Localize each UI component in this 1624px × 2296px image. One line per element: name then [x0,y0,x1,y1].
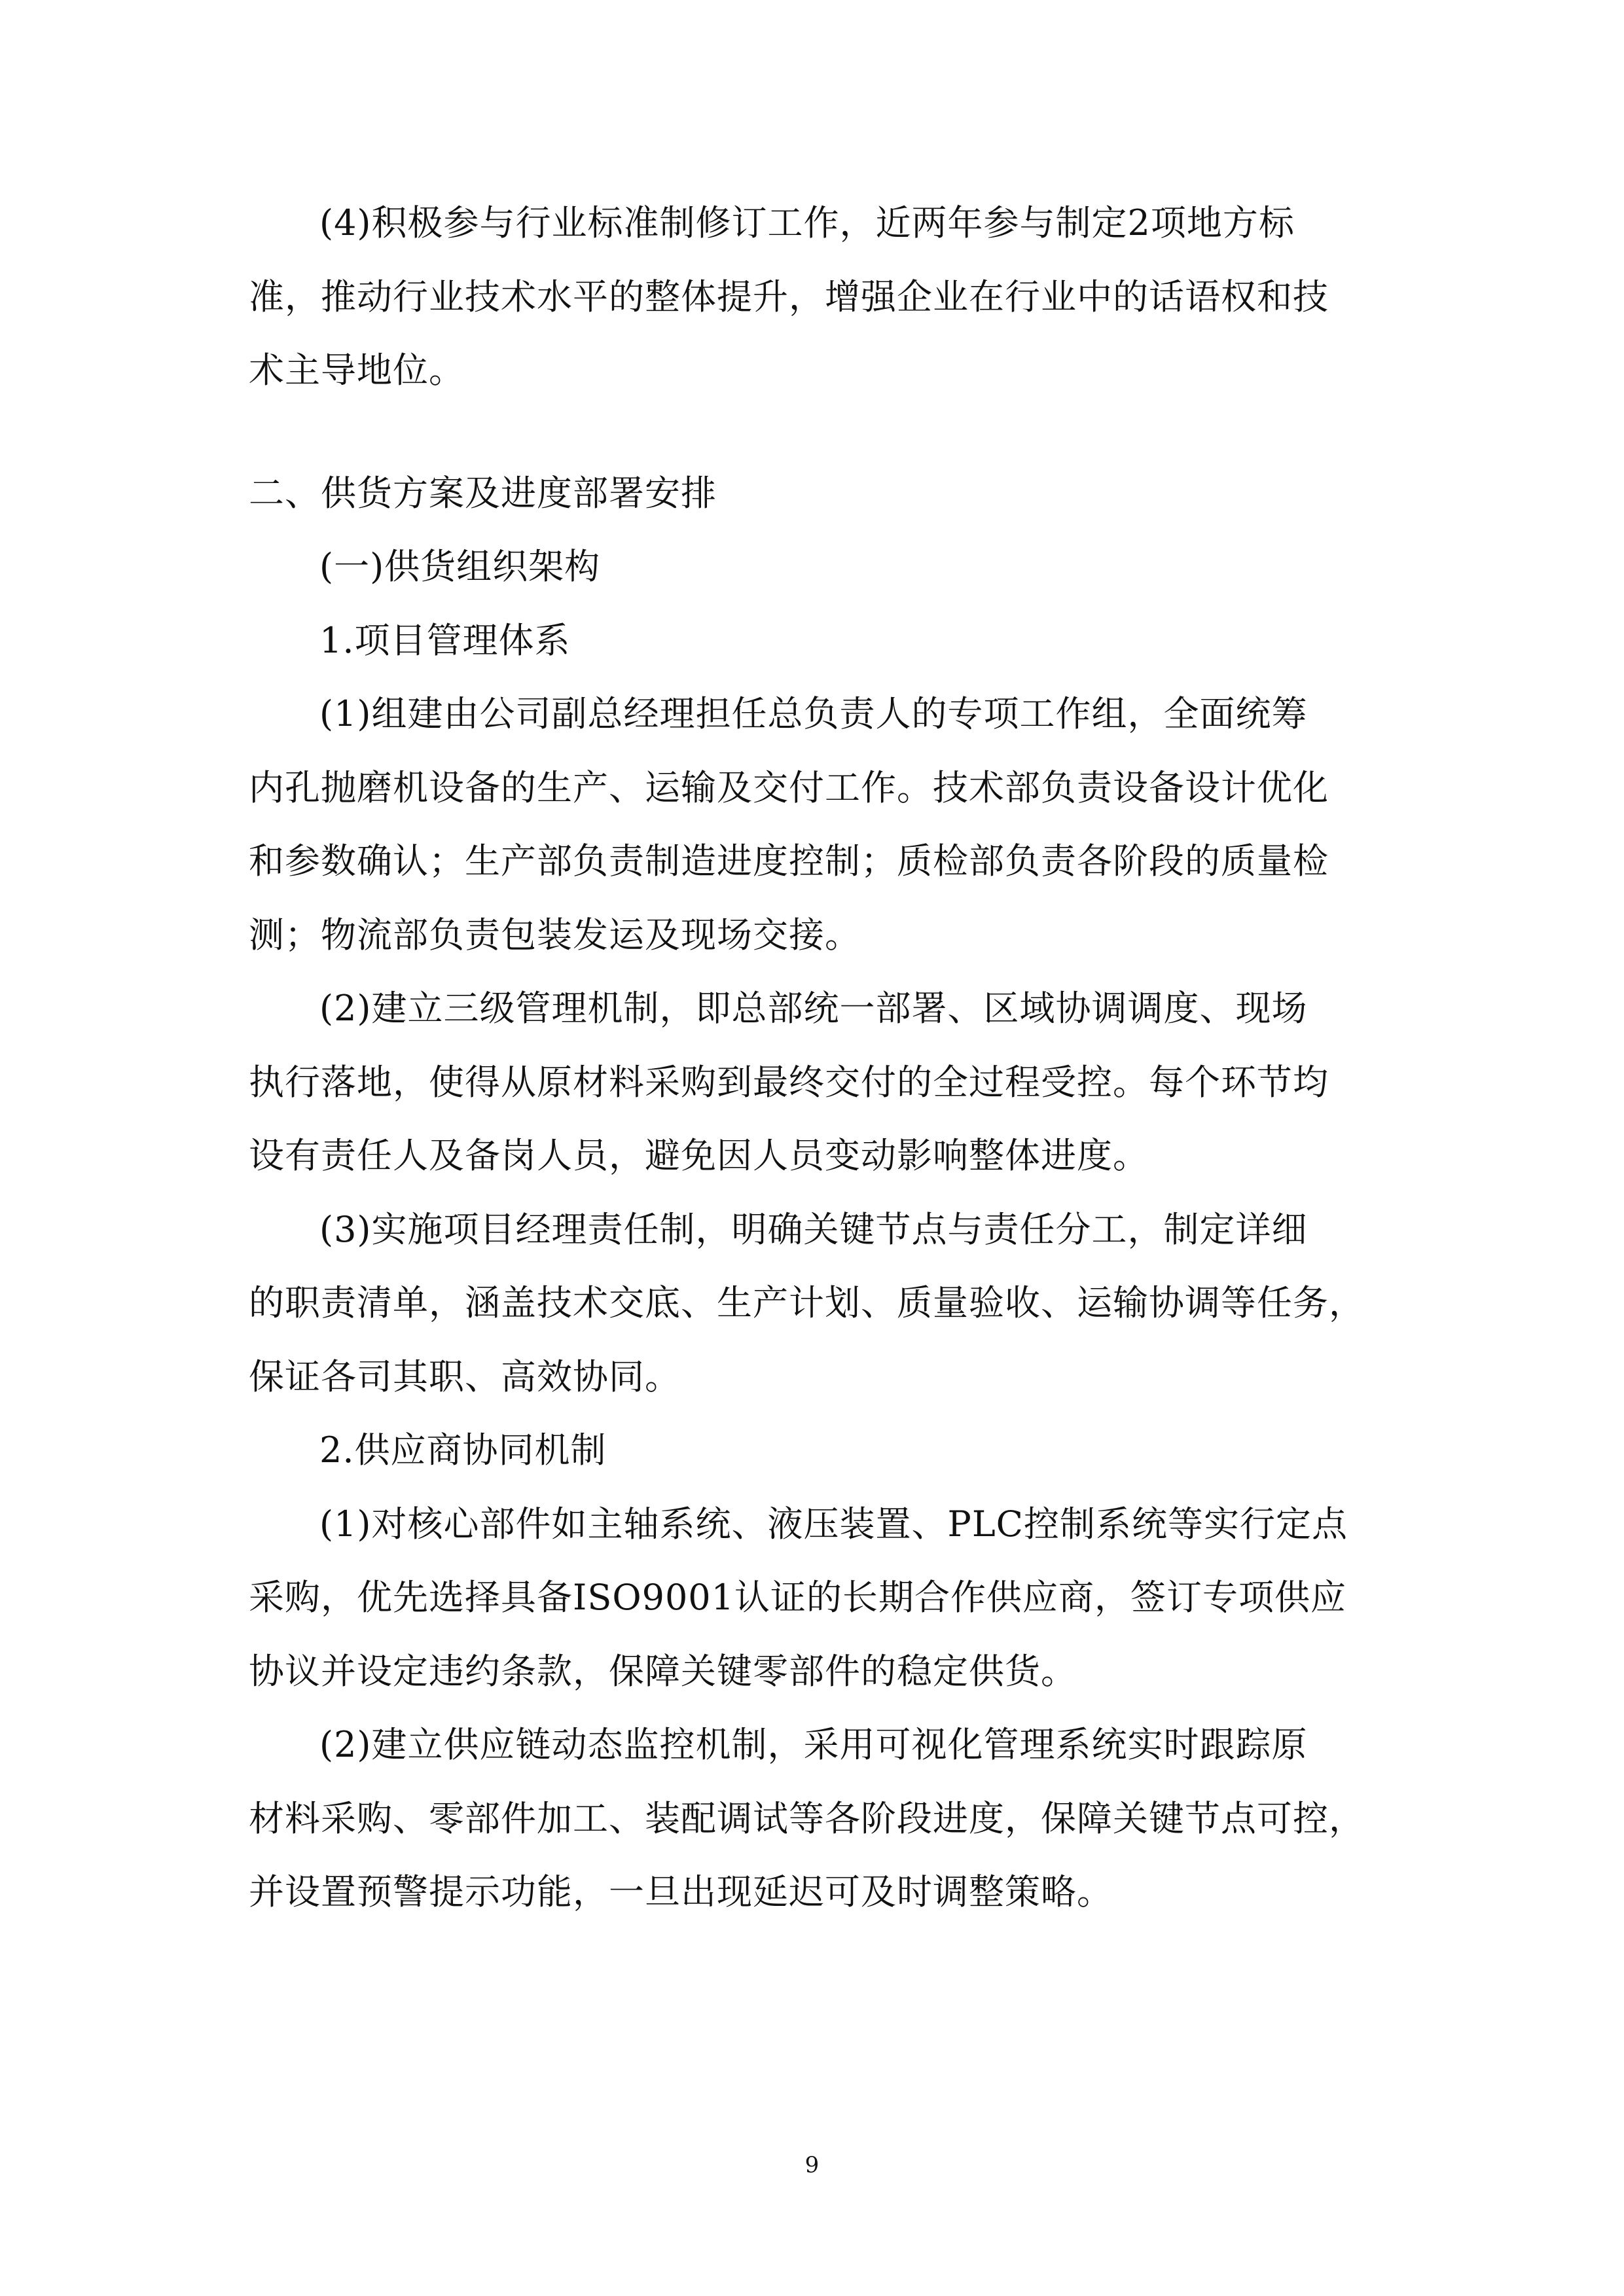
item-heading-1: 1.项目管理体系 [319,620,571,661]
paragraph-2-2-line-1: (2)建立供应链动态监控机制，采用可视化管理系统实时跟踪原 [319,1724,1308,1765]
paragraph-4-line-2: 准，推动行业技术水平的整体提升，增强企业在行业中的话语权和技 [249,276,1329,317]
page-number: 9 [804,2152,820,2178]
paragraph-1-1-line-3: 和参数确认；生产部负责制造进度控制；质检部负责各阶段的质量检 [249,840,1329,882]
section-heading: 二、供货方案及进度部署安排 [249,473,717,514]
paragraph-1-1-line-2: 内孔抛磨机设备的生产、运输及交付工作。技术部负责设备设计优化 [249,767,1329,808]
paragraph-1-1-line-1: (1)组建由公司副总经理担任总负责人的专项工作组，全面统筹 [319,693,1308,734]
paragraph-2-1-line-2: 采购，优先选择具备ISO9001认证的长期合作供应商，签订专项供应 [249,1577,1347,1618]
paragraph-1-2-line-1: (2)建立三级管理机制，即总部统一部署、区域协调调度、现场 [319,988,1308,1029]
paragraph-2-1-line-1: (1)对核心部件如主轴系统、液压装置、PLC控制系统等实行定点 [319,1503,1348,1545]
paragraph-1-3-line-2: 的职责清单，涵盖技术交底、生产计划、质量验收、运输协调等任务， [249,1282,1365,1323]
paragraph-1-2-line-2: 执行落地，使得从原材料采购到最终交付的全过程受控。每个环节均 [249,1062,1329,1103]
paragraph-2-2-line-2: 材料采购、零部件加工、装配调试等各阶段进度，保障关键节点可控， [249,1798,1365,1839]
paragraph-1-3-line-1: (3)实施项目经理责任制，明确关键节点与责任分工，制定详细 [319,1209,1308,1250]
subsection-heading: (一)供货组织架构 [319,546,601,587]
paragraph-1-3-line-3: 保证各司其职、高效协同。 [249,1356,681,1397]
paragraph-4-line-3: 术主导地位。 [249,350,465,391]
paragraph-1-1-line-4: 测；物流部负责包装发运及现场交接。 [249,914,861,956]
paragraph-4-line-1: (4)积极参与行业标准制修订工作，近两年参与制定2项地方标 [319,202,1295,243]
paragraph-2-1-line-3: 协议并设定违约条款，保障关键零部件的稳定供货。 [249,1651,1077,1692]
paragraph-2-2-line-3: 并设置预警提示功能，一旦出现延迟可及时调整策略。 [249,1871,1113,1912]
item-heading-2: 2.供应商协同机制 [319,1429,607,1471]
paragraph-1-2-line-3: 设有责任人及备岗人员，避免因人员变动影响整体进度。 [249,1135,1149,1176]
